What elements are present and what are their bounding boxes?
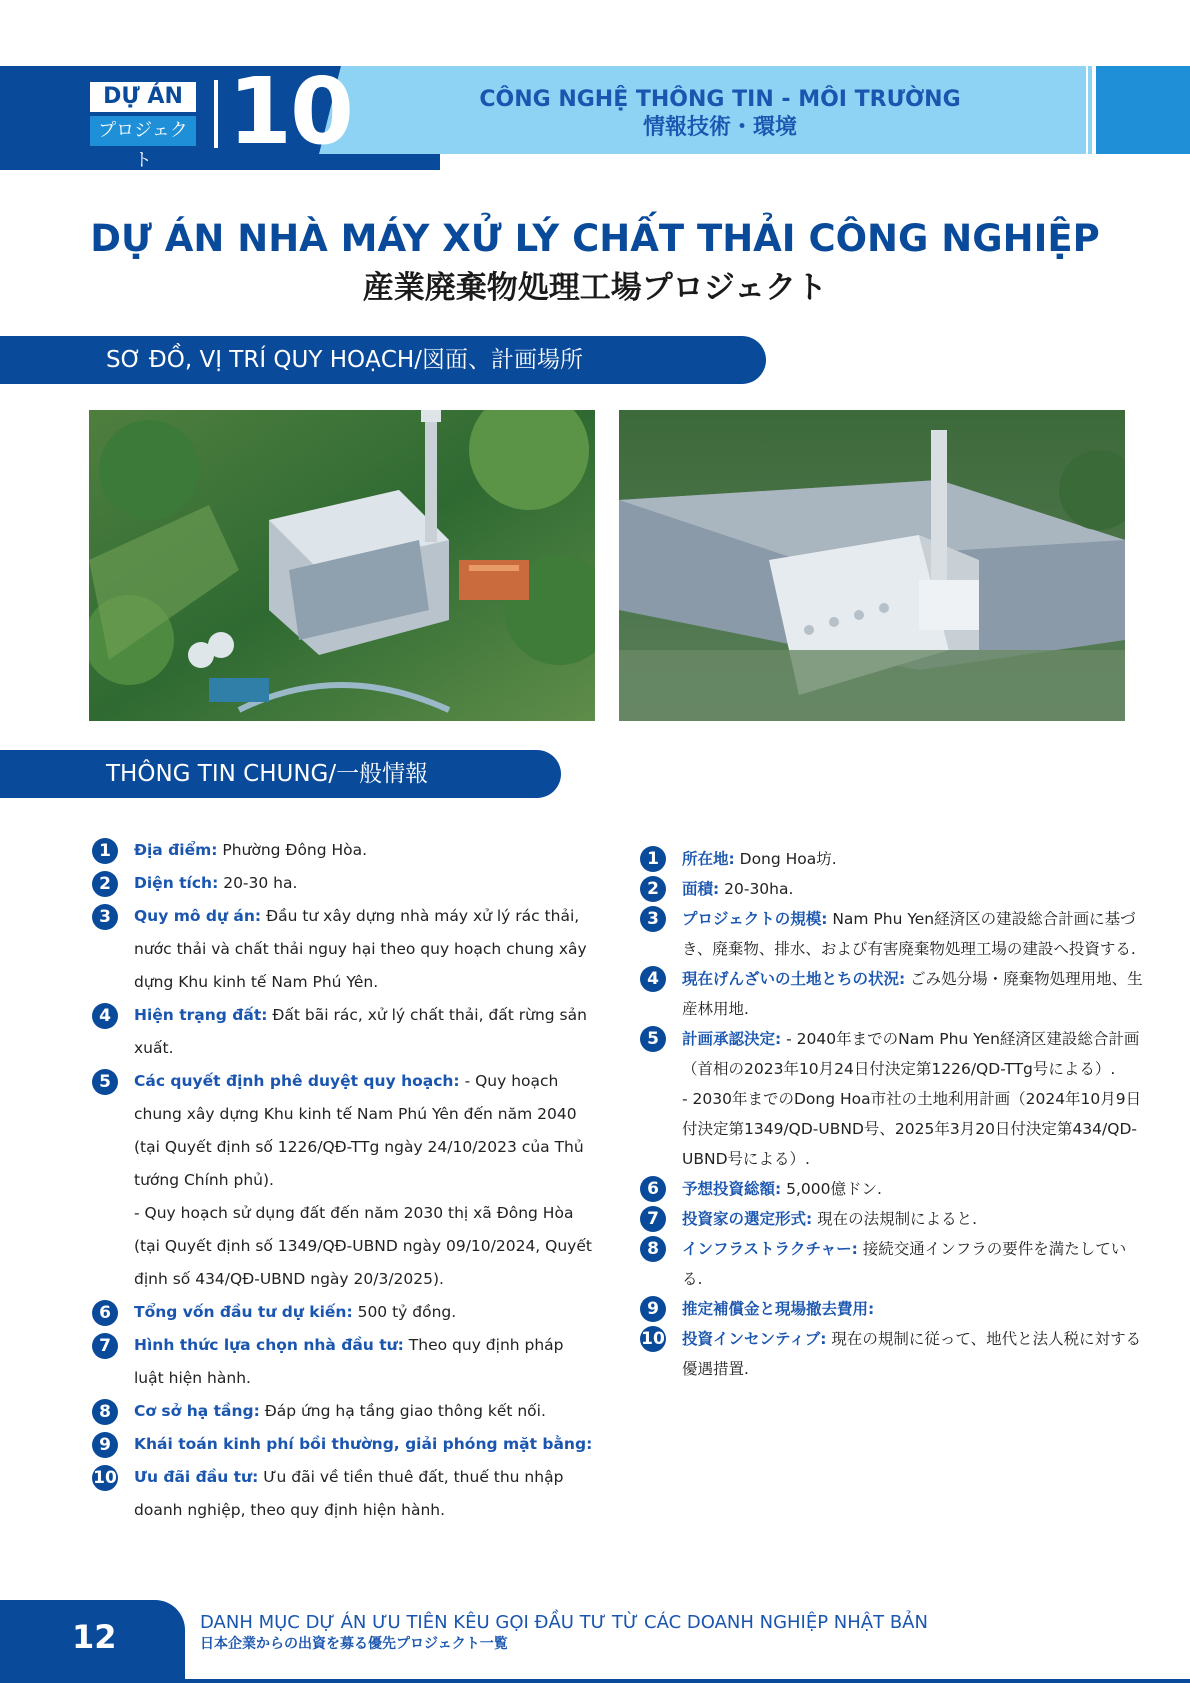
- info-item-ja-compensation: 9 推定補償金と現場撤去費用:: [640, 1294, 1144, 1324]
- info-item-infrastructure: 8 Cơ sở hạ tầng: Đáp ứng hạ tầng giao thông kết nối.: [92, 1395, 596, 1428]
- info-item-compensation: 9 Khái toán kinh phí bồi thường, giải phóng mặt bằng:: [92, 1428, 596, 1461]
- info-list-vi: [92, 834, 596, 1527]
- info-item-selection: 7 Hình thức lựa chọn nhà đầu tư: Theo quy định pháp luật hiện hành.: [92, 1329, 596, 1395]
- info-item-investment: 6 Tổng vốn đầu tư dự kiến: 500 tỷ đồng.: [92, 1296, 596, 1329]
- project-number: 10: [228, 58, 353, 165]
- info-item-land-status: 4 Hiện trạng đất: Đất bãi rác, xử lý chất thải, đất rừng sản xuất.: [92, 999, 596, 1065]
- info-item-ja-scale: 3 プロジェクトの規模: Nam Phu Yen経済区の建設総合計画に基づき、廃棄物、排水、および有害廃棄物処理工場の建設へ投資する.: [640, 904, 1144, 964]
- plant-rendering-1-svg: [89, 410, 595, 721]
- page-number: 12: [72, 1618, 117, 1656]
- info-item-location: 1 Địa điểm: Phường Đông Hòa.: [92, 834, 596, 867]
- plant-rendering-image-1: [89, 410, 595, 721]
- info-list-ja: [640, 844, 1144, 1384]
- info-item-incentives: 10 Ưu đãi đầu tư: Ưu đãi về tiền thuê đất, thuế thu nhập doanh nghiệp, theo quy định hiện hành.: [92, 1461, 596, 1527]
- header-stripe: [1088, 66, 1092, 154]
- page-title-ja: 産業廃棄物処理工場プロジェクト: [362, 270, 828, 306]
- category-vi: CÔNG NGHỆ THÔNG TIN - MÔI TRƯỜNG: [479, 87, 961, 112]
- info-item-ja-land-status: 4 現在げんざいの土地とちの状況: ごみ処分場・廃棄物処理用地、生産林用地.: [640, 964, 1144, 1024]
- info-item-ja-area: 2 面積: 20-30ha.: [640, 874, 1144, 904]
- footer-line: [0, 1679, 1190, 1683]
- info-item-scale: 3 Quy mô dự án: Đầu tư xây dựng nhà máy xử lý rác thải, nước thải và chất thải nguy hại theo quy hoạch chung xây dựng Khu kinh tế Nam Phú Yên.: [92, 900, 596, 999]
- info-item-ja-selection: 7 投資家の選定形式: 現在の法規制によると.: [640, 1204, 1144, 1234]
- info-item-ja-investment: 6 予想投資総額: 5,000億ドン.: [640, 1174, 1144, 1204]
- page-title-vi: DỰ ÁN NHÀ MÁY XỬ LÝ CHẤT THẢI CÔNG NGHIỆP: [90, 217, 1100, 260]
- plant-rendering-image-2: [619, 410, 1125, 721]
- category-ja: 情報技術・環境: [642, 115, 797, 140]
- footer-title-vi: DANH MỤC DỰ ÁN ƯU TIÊN KÊU GỌI ĐẦU TƯ TỪ CÁC DOANH NGHIỆP NHẬT BẢN: [200, 1612, 928, 1633]
- info-item-area: 2 Diện tích: 20-30 ha.: [92, 867, 596, 900]
- header-band-end: [1096, 66, 1190, 154]
- section-header-map: SƠ ĐỒ, VỊ TRÍ QUY HOẠCH/図面、計画場所: [0, 336, 766, 384]
- footer-title-ja: 日本企業からの出資を募る優先プロジェクト一覧: [200, 1636, 508, 1652]
- header-divider: [214, 80, 218, 148]
- info-item-ja-infrastructure: 8 インフラストラクチャー: 接続交通インフラの要件を満たしている.: [640, 1234, 1144, 1294]
- project-tag-vi: DỰ ÁN: [90, 82, 196, 112]
- project-category: [460, 86, 980, 142]
- info-item-approval-decisions: 5 Các quyết định phê duyệt quy hoạch: - Quy hoạch chung xây dựng Khu kinh tế Nam Phú Yên đến năm 2040 (tại Quyết định số 1226/QĐ-TTg ngày 24/10/2023 của Thủ tướng Chính phủ). - Quy hoạch sử dụng đất đến năm 2030 thị xã Đông Hòa (tại Quyết định số 1349/QĐ-UBND ngày 09/10/2024, Quyết định số 434/QĐ-UBND ngày 20/3/2025).: [92, 1065, 596, 1296]
- info-item-ja-approval-decisions: 5 計画承認決定: - 2040年までのNam Phu Yen経済区建設総合計画（首相の2023年10月24日付決定第1226/QD-TTg号による）. - 2030年までのDong Hoa市社の土地利用計画（2024年10月9日付決定第1349/QD-UBND号、2025年3月20日付決定第434/QD-UBND号による）.: [640, 1024, 1144, 1174]
- plant-rendering-2-svg: [619, 410, 1125, 721]
- info-item-ja-incentives: 10 投資インセンティブ: 現在の規制に従って、地代と法人税に対する優遇措置.: [640, 1324, 1144, 1384]
- info-item-ja-location: 1 所在地: Dong Hoa坊.: [640, 844, 1144, 874]
- section-header-info: THÔNG TIN CHUNG/一般情報: [0, 750, 561, 798]
- header-underline: [0, 165, 430, 168]
- project-tag-ja: プロジェクト: [90, 116, 196, 146]
